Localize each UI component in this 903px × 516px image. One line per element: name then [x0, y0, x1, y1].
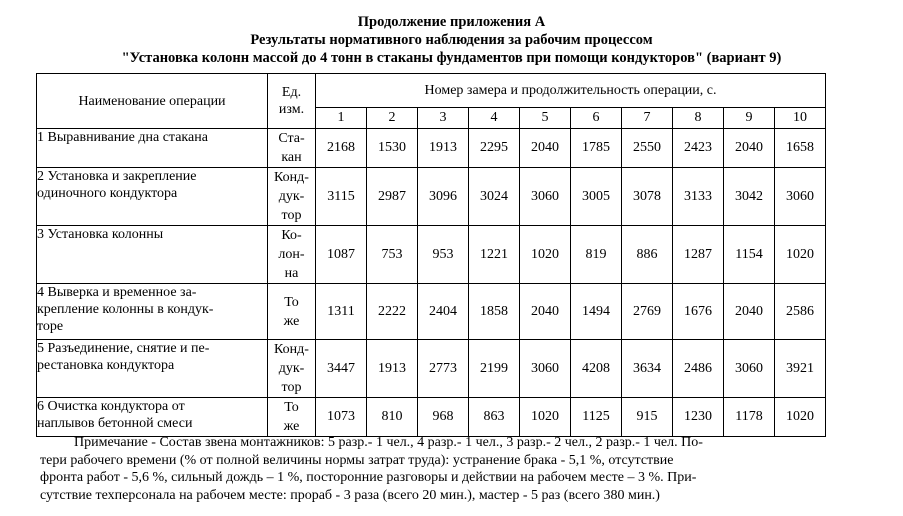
operation-unit-line: Конд- — [274, 342, 309, 357]
note-line: Примечание - Состав звена монтажников: 5 разр.- 1 чел., 4 разр.- 1 чел., 3 разр.- 2 чел., 2 разр.- 1 чел. По- — [74, 435, 703, 450]
operation-unit — [268, 129, 316, 168]
duration-value: 1178 — [724, 398, 775, 437]
table-row — [37, 168, 826, 226]
operation-unit — [268, 284, 316, 340]
duration-value: 1530 — [367, 129, 418, 168]
duration-value: 2404 — [418, 284, 469, 340]
duration-value: 1230 — [673, 398, 724, 437]
operation-name-line: крепление колонны в кондук- — [37, 302, 214, 317]
operation-name — [37, 226, 268, 284]
duration-value: 2168 — [316, 129, 367, 168]
operation-name-line: одиночного кондуктора — [37, 186, 178, 201]
duration-value: 1087 — [316, 226, 367, 284]
measure-number-4: 4 — [469, 108, 520, 129]
operation-name — [37, 168, 268, 226]
measure-number-9: 9 — [724, 108, 775, 129]
duration-value: 2486 — [673, 340, 724, 398]
duration-value: 3024 — [469, 168, 520, 226]
duration-value: 2040 — [724, 129, 775, 168]
duration-value: 2222 — [367, 284, 418, 340]
duration-value: 915 — [622, 398, 673, 437]
duration-value: 1154 — [724, 226, 775, 284]
operation-unit-line: Ста- — [278, 131, 305, 146]
duration-value: 1658 — [775, 129, 826, 168]
measure-number-7: 7 — [622, 108, 673, 129]
header-unit-line: Ед. — [281, 85, 302, 100]
operation-unit — [268, 226, 316, 284]
duration-value: 1221 — [469, 226, 520, 284]
measure-number-3: 3 — [418, 108, 469, 129]
duration-value: 953 — [418, 226, 469, 284]
duration-value: 3078 — [622, 168, 673, 226]
duration-value: 3060 — [724, 340, 775, 398]
operation-unit-line: же — [283, 313, 300, 329]
duration-value: 1311 — [316, 284, 367, 340]
table-row — [37, 226, 826, 284]
duration-value: 1020 — [775, 398, 826, 437]
operation-name-line: 3 Установка колонны — [37, 227, 164, 242]
duration-value: 2199 — [469, 340, 520, 398]
operation-unit — [268, 398, 316, 437]
table-row — [37, 129, 826, 168]
duration-value: 2586 — [775, 284, 826, 340]
operation-unit-line: дук- — [278, 361, 305, 376]
duration-value: 968 — [418, 398, 469, 437]
appendix-continuation-title: Продолжение приложения А — [357, 14, 546, 30]
operation-name-line: 2 Установка и закрепление — [37, 169, 197, 184]
duration-value: 2040 — [520, 284, 571, 340]
duration-value: 1020 — [520, 226, 571, 284]
duration-value: 753 — [367, 226, 418, 284]
operation-name-line: 6 Очистка кондуктора от — [37, 399, 185, 414]
duration-value: 3921 — [775, 340, 826, 398]
duration-value: 3133 — [673, 168, 724, 226]
duration-value: 4208 — [571, 340, 622, 398]
operation-name — [37, 398, 268, 437]
table-row — [37, 284, 826, 340]
operation-unit-line: кан — [281, 150, 302, 165]
duration-value: 1913 — [367, 340, 418, 398]
measure-number-10: 10 — [775, 108, 826, 129]
table-row — [37, 340, 826, 398]
duration-value: 1125 — [571, 398, 622, 437]
duration-value: 2040 — [724, 284, 775, 340]
header-operation-name: Наименование операции — [37, 74, 268, 129]
operation-name-line: наплывов бетонной смеси — [37, 416, 193, 431]
duration-value: 1287 — [673, 226, 724, 284]
operation-name — [37, 129, 268, 168]
operation-unit-line: на — [284, 266, 299, 281]
operation-unit-line: тор — [281, 208, 302, 223]
duration-value: 1020 — [520, 398, 571, 437]
duration-value: 1785 — [571, 129, 622, 168]
duration-value: 2550 — [622, 129, 673, 168]
duration-value: 3042 — [724, 168, 775, 226]
duration-value: 2773 — [418, 340, 469, 398]
operation-unit-line: же — [283, 419, 300, 434]
duration-value: 3096 — [418, 168, 469, 226]
operation-unit — [268, 340, 316, 398]
header-measurement-group: Номер замера и продолжительность операции, с. — [316, 74, 826, 108]
operation-unit-line: Конд- — [274, 170, 309, 185]
duration-value: 819 — [571, 226, 622, 284]
measure-number-8: 8 — [673, 108, 724, 129]
duration-value: 2295 — [469, 129, 520, 168]
duration-value: 3115 — [316, 168, 367, 226]
measure-number-1: 1 — [316, 108, 367, 129]
measure-number-6: 6 — [571, 108, 622, 129]
duration-value: 1913 — [418, 129, 469, 168]
header-unit — [268, 74, 316, 129]
note-line: сутствие техперсонала на рабочем месте: прораб - 3 раза (всего 20 мин.), мастер - 5 раз (всего 380 мин.) — [40, 487, 660, 503]
table-body — [37, 129, 826, 437]
operation-unit — [268, 168, 316, 226]
duration-value: 1676 — [673, 284, 724, 340]
measure-number-2: 2 — [367, 108, 418, 129]
operation-name-line: торе — [37, 319, 64, 334]
duration-value: 2769 — [622, 284, 673, 340]
operation-unit-line: дук- — [278, 189, 305, 204]
operation-unit-line: лон- — [278, 247, 305, 262]
note-line: тери рабочего времени (% от полной величины нормы затрат труда): устранение брака - 5,1 %, отсутствие — [40, 452, 674, 468]
operation-unit-line: Ко- — [281, 228, 302, 243]
duration-value: 3060 — [520, 340, 571, 398]
observation-results-title: Результаты нормативного наблюдения за рабочим процессом — [250, 32, 653, 48]
operation-name-line: рестановка кондуктора — [37, 358, 175, 373]
table-row — [37, 398, 826, 437]
duration-value: 1020 — [775, 226, 826, 284]
header-unit-line: изм. — [278, 102, 305, 117]
operation-name-line: 5 Разъединение, снятие и пе- — [37, 341, 210, 356]
note-block — [40, 434, 825, 504]
duration-value: 810 — [367, 398, 418, 437]
duration-value: 886 — [622, 226, 673, 284]
measure-number-5: 5 — [520, 108, 571, 129]
operation-unit-line: тор — [281, 380, 302, 395]
operation-unit-line: То — [284, 400, 299, 415]
operation-unit-line: То — [284, 294, 299, 310]
duration-value: 3634 — [622, 340, 673, 398]
duration-value: 3060 — [520, 168, 571, 226]
duration-value: 3447 — [316, 340, 367, 398]
operation-name — [37, 340, 268, 398]
duration-value: 3060 — [775, 168, 826, 226]
duration-value: 1858 — [469, 284, 520, 340]
duration-value: 2423 — [673, 129, 724, 168]
observation-table — [36, 73, 826, 437]
duration-value: 863 — [469, 398, 520, 437]
duration-value: 3005 — [571, 168, 622, 226]
operation-name — [37, 284, 268, 340]
duration-value: 2040 — [520, 129, 571, 168]
duration-value: 2987 — [367, 168, 418, 226]
duration-value: 1073 — [316, 398, 367, 437]
duration-value: 1494 — [571, 284, 622, 340]
note-line: фронта работ - 5,6 %, сильный дождь – 1 %, посторонние разговоры и действии на рабочем месте – 3 %. При- — [40, 470, 697, 485]
operation-name-line: 1 Выравнивание дна стакана — [37, 130, 208, 145]
operation-name-line: 4 Выверка и временное за- — [37, 285, 197, 300]
work-process-title: "Установка колонн массой до 4 тонн в стаканы фундаментов при помощи кондукторов" (вариант 9) — [121, 50, 782, 66]
